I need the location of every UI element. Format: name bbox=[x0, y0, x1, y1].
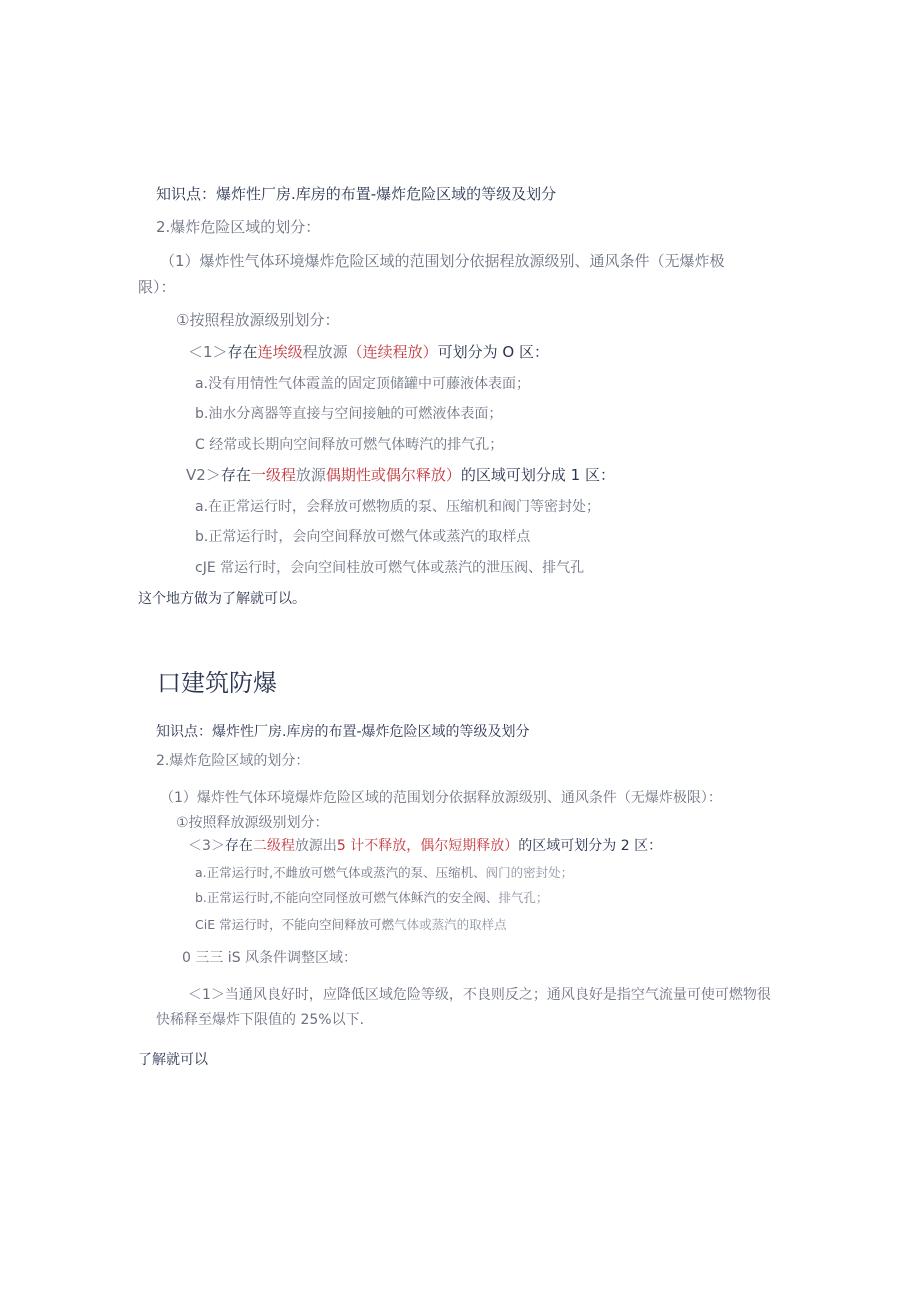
zone-1-prefix: V2＞ bbox=[186, 466, 221, 484]
ventilation-line2: 快稀释至爆炸下限值的 25%以下. bbox=[156, 1012, 365, 1028]
zone-0-item: C 经常或长期向空间释放可燃气体畴汽的排气孔； bbox=[195, 437, 504, 453]
zone-1-line bbox=[186, 466, 615, 486]
knowledge-point-2: 知识点：爆炸性厂房.库房的布置-爆炸危险区域的等级及划分 bbox=[156, 724, 530, 740]
release-source-heading-1: ①按照程放源级别划分： bbox=[176, 311, 340, 329]
zone-2-text-b: 放源出 bbox=[294, 838, 337, 854]
zone-0-text-a: 存在 bbox=[227, 343, 258, 361]
zone-0-text-c: 可划分为 O 区： bbox=[437, 343, 549, 361]
zone-2-text-c: 的区域可划分为 2 区： bbox=[518, 838, 663, 854]
zone-0-item: a.没有用情性气体霞盖的固定顶储罐中可藤液体表面； bbox=[195, 376, 531, 392]
subheading-zoning-2: 2.爆炸危险区域的划分： bbox=[156, 753, 310, 769]
zone-1-highlight-b: 偶期性或偶尔释放） bbox=[325, 466, 461, 484]
subheading-zoning-1: 2.爆炸危险区域的划分： bbox=[156, 218, 321, 236]
zone-0-line bbox=[188, 343, 549, 363]
zone-2-item-light: 排气孔； bbox=[498, 890, 549, 905]
release-source-heading-2: ①按照释放源级别划分： bbox=[176, 815, 329, 831]
zone-1-item: b.正常运行时，会向空间释放可燃气体或蒸汽的取样点 bbox=[195, 529, 531, 545]
zone-2-item bbox=[195, 890, 548, 906]
zone-1-text-b: 放源 bbox=[295, 466, 326, 484]
zone-0-item: b.油水分离器等直接与空间接触的可燃液体表面； bbox=[195, 406, 503, 422]
zone-1-text-a: 存在 bbox=[220, 466, 251, 484]
item-1-line1: （1）爆炸性气体环境爆炸危险区域的范围划分依据程放源级别、通风条件（无爆炸极 bbox=[160, 252, 725, 270]
zone-2-item bbox=[195, 917, 507, 933]
zone-1-highlight-a: 一级程 bbox=[250, 466, 296, 484]
zone-1-item: a.在正常运行时，会释放可燃物质的泵、压缩机和阀门等密封处； bbox=[195, 499, 601, 515]
ventilation-line1: ＜1＞当通风良好时，应降低区域危险等级，不良则反之；通风良好是指空气流量可使可燃物很 bbox=[188, 987, 771, 1003]
zone-2-item-main: CiE 常运行时，不能向空间释放可燃 bbox=[195, 917, 395, 932]
note-2: 了解就可以 bbox=[138, 1052, 208, 1068]
zone-0-text-b: 程放源 bbox=[302, 343, 348, 361]
zone-2-item-light: 气体或蒸汽的取样点 bbox=[394, 917, 507, 932]
knowledge-point-1: 知识点：爆炸性厂房.库房的布置-爆炸危险区域的等级及划分 bbox=[156, 185, 557, 203]
zone-2-prefix: ＜3＞ bbox=[188, 838, 225, 854]
zone-2-item bbox=[195, 865, 573, 881]
item-1-line2: 限）： bbox=[138, 278, 176, 296]
zone-2-item-main: a.正常运行时,不雌放可燃气体或蒸汽的泵、压缩机、 bbox=[195, 865, 486, 880]
zone-2-item-light: 阀门的密封处； bbox=[485, 865, 574, 880]
zone-2-highlight-a: 二级程 bbox=[252, 838, 295, 854]
zone-2-highlight-b: 5 计不释放，偶尔短期释放） bbox=[336, 838, 519, 854]
item-1-release: （1）爆炸性气体环境爆炸危险区域的范围划分依据释放源级别、通风条件（无爆炸极限）： bbox=[160, 790, 722, 806]
zone-0-highlight-b: （连续程放） bbox=[347, 343, 438, 361]
note-1: 这个地方做为了解就可以。 bbox=[138, 591, 306, 607]
zone-1-text-c: 的区域可划分成 1 区： bbox=[460, 466, 615, 484]
zone-2-line bbox=[188, 837, 662, 855]
zone-1-item: cJE 常运行时，会向空间桂放可燃气体或蒸汽的泄压阀、排气孔 bbox=[195, 560, 585, 576]
zone-2-item-main: b.正常运行时,不能向空同怪放可燃气体稣汽的安全阀、 bbox=[195, 890, 499, 905]
section-title: 口建筑防爆 bbox=[157, 669, 277, 697]
ventilation-heading: 0 三三 iS 风条件调整区域： bbox=[182, 950, 358, 966]
zone-0-prefix: ＜1＞ bbox=[188, 343, 228, 361]
zone-0-highlight-a: 连埃级 bbox=[257, 343, 303, 361]
zone-2-text-a: 存在 bbox=[224, 838, 253, 854]
